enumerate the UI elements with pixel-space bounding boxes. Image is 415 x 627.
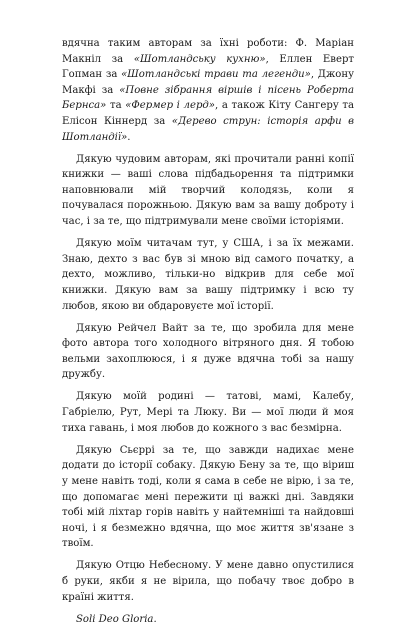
- text-segment: Дякую моїм читачам тут, у США, і за їх межами. Знаю, дехто з вас був зі мною від самого початку, а дехто, можливо, тільки-но відкрив для себе мої книжки. Дякую вам за вашу підтримку і всю ту любов, якою ви обдаровуєте мої історії.: [62, 238, 354, 312]
- text-segment: , Джону Макфі за: [62, 69, 355, 96]
- text-segment: Дякую Отцю Небесному. У мене давно опустилися б руки, якби я не вірила, що побачу твоє добро в країні життя.: [62, 560, 354, 603]
- text-segment: Дякую Рейчел Вайт за те, що зробила для мене фото автора того холодного вітряного дня. Я тобою вельми захоплююся, і я дуже вдячна тобі за нашу дружбу.: [62, 322, 354, 381]
- acknowledgements-text: [62, 36, 354, 627]
- text-segment: , Еллен Еверт Гопман за: [62, 53, 354, 81]
- text-segment: .: [127, 131, 131, 143]
- paragraph-5: [62, 389, 354, 436]
- closing-phrase: Soli Deo Gloria: [76, 613, 154, 625]
- text-segment: та: [106, 100, 126, 112]
- text-segment: Дякую чудовим авторам, які прочитали ранні копії книжки — ваші слова підбадьорення та підтримки наповнювали мій творчий колодязь, коли я почувалася порожньою. Дякую вам за вашу доброту і час, і за те, що підтримували мене своїми історіями.: [62, 153, 354, 228]
- text-segment: , а також Кіту Сангеру та Елісон Кіннерд за: [62, 100, 354, 127]
- book-title: «Повне зібрання віршів і пісень Роберта Бернса»: [62, 84, 354, 112]
- paragraph-8: [62, 612, 354, 627]
- paragraph-3: [62, 236, 354, 314]
- paragraph-7: [62, 558, 354, 605]
- book-title: «Фермер і лерд»: [125, 100, 215, 112]
- text-segment: Дякую Сьєррі за те, що завжди надихає мене додати до історії собаку. Дякую Бену за те, що віриш у мене навіть тоді, коли я сама в себе не вірю, і за те, що допомагає мені пережити ці важкі дні. Завдяки тобі мій ліхтар горів навіть у найтемніші та найдовші ночі, і я безмежно вдячна, що моє життя зв'язане з твоїм.: [62, 444, 354, 550]
- text-segment: Дякую моїй родині — татові, мамі, Калебу, Габріелю, Рут, Мері та Люку. Ви — мої люди й моя тиха гавань, і моя любов до кожного з вас безмірна.: [62, 391, 354, 434]
- paragraph-1: [62, 36, 354, 145]
- text-segment: .: [153, 613, 157, 625]
- paragraph-6: [62, 443, 354, 552]
- book-title: «Шотландську кухню»: [133, 53, 266, 65]
- text-segment: вдячна таким авторам за їхні роботи: Ф. Маріан Макніл за: [62, 38, 354, 65]
- book-title: «Дерево струн: історія арфи в Шотландії»: [62, 115, 354, 143]
- paragraph-2: [62, 152, 354, 230]
- paragraph-4: [62, 321, 354, 383]
- book-title: «Шотландські трави та легенди»: [121, 69, 311, 81]
